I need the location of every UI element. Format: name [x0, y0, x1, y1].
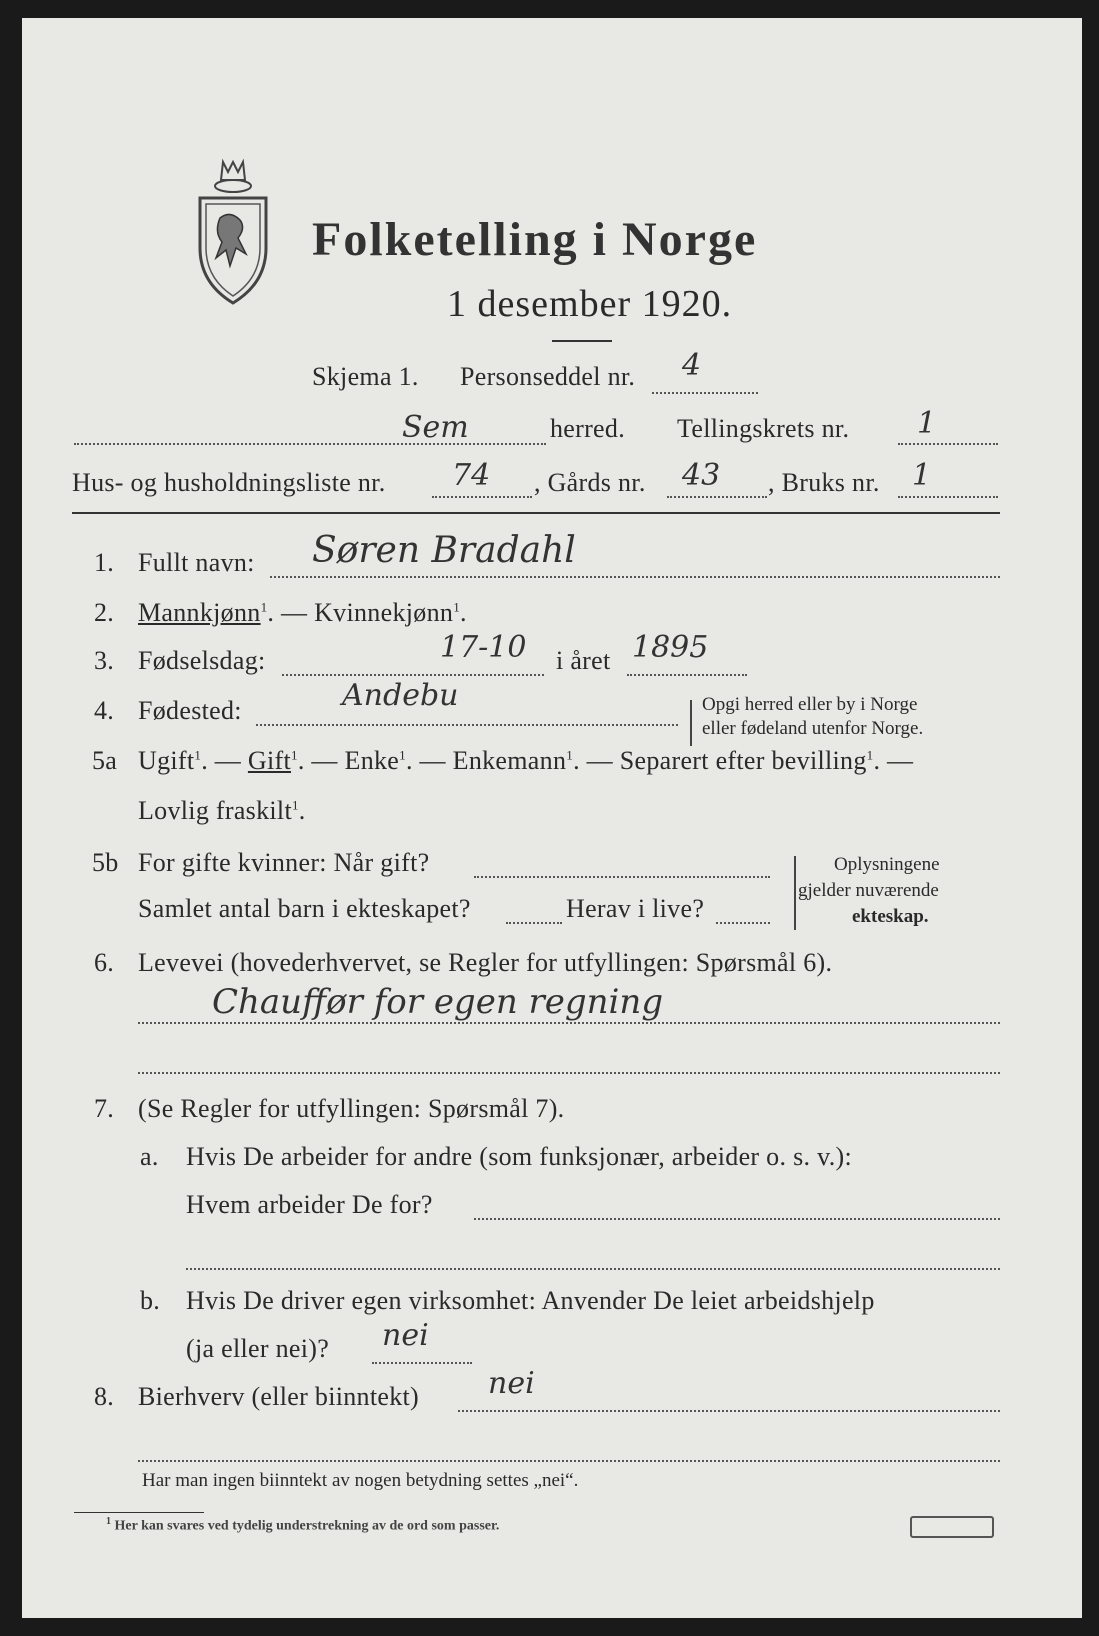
title-divider [552, 340, 612, 342]
q7b-number: b. [140, 1286, 161, 1315]
q5b-line2a-field [506, 922, 562, 924]
q3-value: 17-10 [440, 630, 527, 665]
tellingskrets-label: Tellingskrets nr. [677, 414, 850, 443]
q4-note-line1: Opgi herred eller by i Norge [702, 694, 918, 715]
q2-female-sup: 1 [453, 599, 460, 615]
q7a-line2: Hvem arbeider De for? [186, 1190, 433, 1219]
q5b-number: 5b [92, 848, 119, 877]
q7-number: 7. [94, 1094, 115, 1123]
q6-value: Chauffør for egen regning [212, 982, 664, 1022]
herred-field-line [74, 443, 546, 445]
q3-year-label: i året [556, 646, 611, 675]
q7b-value: nei [382, 1318, 429, 1353]
q1-value: Søren Bradahl [312, 530, 576, 571]
q1-label: Fullt navn: [138, 548, 255, 577]
q3-year-value: 1895 [632, 630, 709, 665]
q2-male-sup: 1 [260, 599, 268, 615]
gards-field-line [667, 496, 767, 498]
q5a-sup-3: 1 [399, 747, 406, 763]
bruks-label: , Bruks nr. [768, 468, 880, 497]
q5a-enkemann: . — Enkemann [405, 746, 567, 775]
q5a-number: 5a [92, 746, 118, 775]
q4-value: Andebu [342, 678, 459, 713]
q5a-sup-1: 1 [194, 747, 202, 763]
q5a-gift: Gift [247, 746, 291, 775]
q5a-line2 [138, 796, 306, 826]
q7b-line2: (ja eller nei)? [186, 1334, 330, 1363]
q8-note: Har man ingen biinntekt av nogen betydning settes „nei“. [142, 1470, 579, 1491]
q4-label: Fødested: [138, 696, 242, 725]
q5a-ugift: Ugift [138, 746, 195, 775]
gards-label: , Gårds nr. [534, 468, 646, 497]
q5a-fraskilt: Lovlig fraskilt [138, 796, 292, 825]
q8-number: 8. [94, 1382, 115, 1411]
q2-number: 2. [94, 598, 115, 627]
q2-female-option: Kvinnekjønn [314, 598, 454, 627]
q5a-sup-2: 1 [291, 747, 298, 763]
q5b-note-line2: gjelder nuværende [798, 880, 939, 901]
q5b-line2a: Samlet antal barn i ekteskapet? [138, 894, 471, 923]
q5a-sup-5: 1 [866, 747, 874, 763]
footnote-divider [74, 1512, 204, 1513]
personseddel-label: Personseddel nr. [460, 362, 636, 391]
q2-separator: . — [267, 598, 315, 627]
q8-value: nei [488, 1366, 535, 1401]
q3-year-field-line [627, 674, 747, 676]
footnote [106, 1516, 499, 1535]
tellingskrets-value: 1 [917, 406, 937, 441]
q7a-field-line-2 [186, 1268, 1000, 1270]
q6-field-line-1 [138, 1022, 1000, 1024]
q5a-sep-1: . — [201, 746, 248, 775]
q6-number: 6. [94, 948, 115, 977]
q3-label: Fødselsdag: [138, 646, 266, 675]
q5a-separert: . — Separert efter bevilling [573, 746, 867, 775]
q5a-line2-end: . [298, 796, 306, 825]
footnote-text: Her kan svares ved tydelig understrekning av de ord som passer. [114, 1518, 500, 1534]
form-date: 1 desember 1920. [447, 283, 733, 325]
q2-male-option: Mannkjønn [138, 598, 261, 627]
coat-of-arms-icon [190, 158, 276, 308]
q4-note-line2: eller fødeland utenfor Norge. [702, 718, 924, 739]
gards-value: 43 [682, 458, 721, 493]
q8-field-line-1 [458, 1410, 1000, 1412]
q7b-field-line [372, 1362, 472, 1364]
q5a-end: . — [873, 746, 914, 775]
tellingskrets-field-line [898, 443, 998, 445]
q4-note-bracket [690, 700, 692, 746]
bruks-field-line [898, 496, 998, 498]
footnote-sup: 1 [106, 1516, 111, 1527]
q5b-line1: For gifte kvinner: Når gift? [138, 848, 430, 877]
q5b-line2b: Herav i live? [566, 894, 705, 923]
skjema-label: Skjema 1. [312, 362, 419, 391]
q5b-line1-field [474, 876, 770, 878]
form-title: Folketelling i Norge [312, 213, 758, 266]
q4-number: 4. [94, 696, 115, 725]
q3-number: 3. [94, 646, 115, 675]
q6-label: Levevei (hovederhvervet, se Regler for utfyllingen: Spørsmål 6). [138, 948, 833, 977]
q8-label: Bierhverv (eller biinntekt) [138, 1382, 419, 1411]
q2-end: . [460, 598, 467, 627]
q5b-line2b-field [716, 922, 770, 924]
herred-label: herred. [550, 414, 625, 443]
printer-stamp-icon [910, 1516, 994, 1538]
q5b-note-line3: ekteskap. [852, 906, 929, 927]
bruks-value: 1 [912, 458, 932, 493]
personseddel-value: 4 [682, 348, 702, 383]
q5a-sup-4: 1 [566, 747, 574, 763]
q5a-sup-6: 1 [291, 797, 299, 813]
census-form [22, 18, 1082, 1618]
q1-number: 1. [94, 548, 115, 577]
q4-field-line [256, 724, 678, 726]
q7a-number: a. [140, 1142, 159, 1171]
q6-field-line-2 [138, 1072, 1000, 1074]
hus-field-line [432, 496, 532, 498]
q5b-note-bracket [794, 856, 796, 930]
q7a-field-line-1 [474, 1218, 1000, 1220]
q8-field-line-2 [138, 1460, 1000, 1462]
q7-label: (Se Regler for utfyllingen: Spørsmål 7). [138, 1094, 565, 1123]
q3-field-line [282, 674, 544, 676]
q5a-enke: . — Enke [297, 746, 400, 775]
header-divider [72, 512, 1000, 514]
hus-value: 74 [452, 458, 491, 493]
q5b-note-line1: Oplysningene [834, 854, 940, 875]
q2-line [138, 598, 467, 628]
q5a-line1 [138, 746, 913, 776]
q7b-line1: Hvis De driver egen virksomhet: Anvender De leiet arbeidshjelp [186, 1286, 875, 1315]
q1-field-line [270, 576, 1000, 578]
hus-label: Hus- og husholdningsliste nr. [72, 468, 386, 497]
personseddel-field-line [652, 392, 758, 394]
herred-value: Sem [402, 410, 469, 445]
q7a-line1: Hvis De arbeider for andre (som funksjonær, arbeider o. s. v.): [186, 1142, 852, 1171]
